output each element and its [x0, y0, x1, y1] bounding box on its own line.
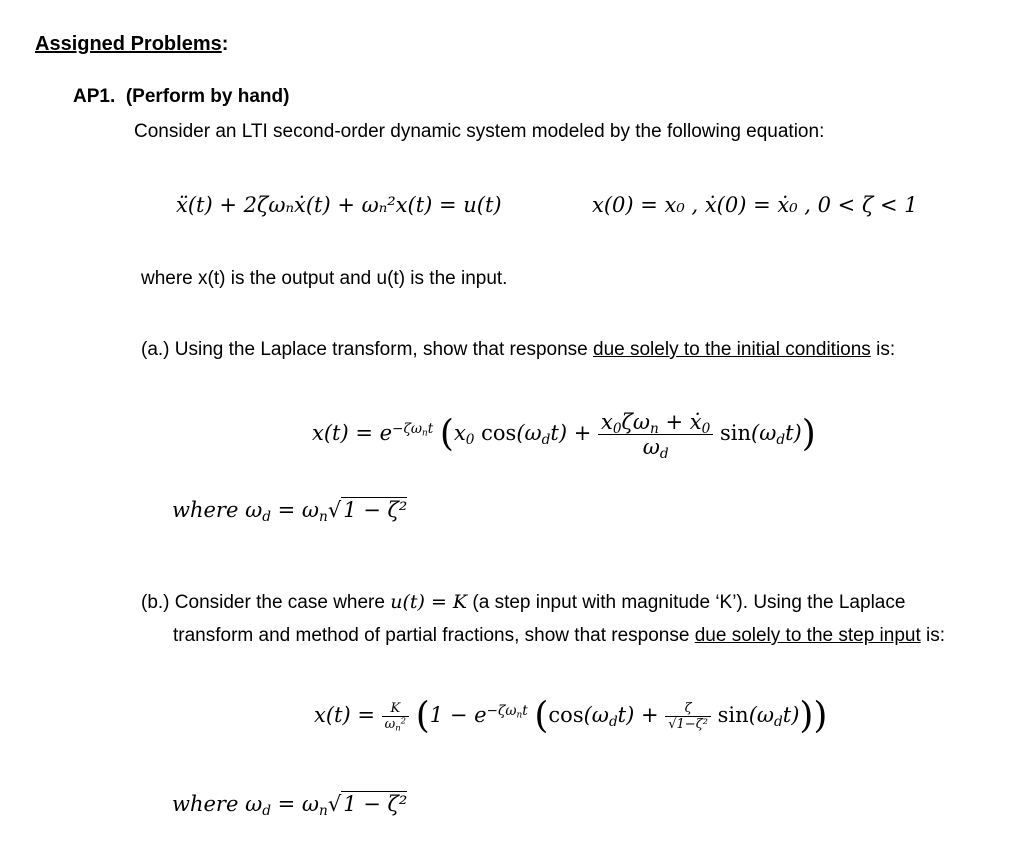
part-a-formula: $x(t) = e^{-\zeta\omega_nt}$ ($x_0$ $\cos(\omega_dt)$ + $\frac{x_0\zeta\omega_n + ẋ_0}{\omega_d}$ $\sin(\omega_dt)$): [312, 410, 816, 463]
title-colon: :: [221, 33, 229, 55]
initial-conditions: x(0) = x₀ , ẋ(0) = ẋ₀ , 0 < ζ < 1: [592, 193, 918, 217]
problem-number: AP1.: [73, 86, 116, 107]
ode-equation: ẍ(t) + 2ζωₙẋ(t) + ωₙ²x(t) = u(t): [176, 193, 502, 217]
part-a-suffix: is:: [870, 339, 896, 360]
problem-label: [73, 86, 289, 108]
part-a-prefix: (a.) Using the Laplace transform, show that response: [141, 339, 594, 360]
title-text: Assigned Problems: [35, 33, 222, 55]
problem-intro: Consider an LTI second-order dynamic system modeled by the following equation:: [134, 121, 825, 142]
part-b-line2: transform and method of partial fractions, show that response due solely to the step input is:: [173, 625, 946, 646]
part-a-where: where $\omega_d = \omega_n√1 - \zeta^2$: [172, 498, 408, 526]
part-a-underlined: due solely to the initial conditions: [593, 339, 871, 360]
part-a-fraction: $\frac{x_0\zeta\omega_n + ẋ_0}{\omega_d}$: [598, 410, 713, 459]
part-b-gain-fraction: $\frac{K}{\omega_n^2}$: [382, 701, 409, 732]
part-a-statement: [141, 339, 895, 361]
part-b-line1: (b.) Consider the case where u(t) = K (a step input with magnitude ‘K’). Using the Laplace: [141, 591, 906, 613]
part-b-zeta-fraction: $\frac{\zeta}{\text{√1−ζ²}}$: [665, 701, 711, 732]
io-description: where x(t) is the output and u(t) is the input.: [141, 268, 508, 289]
page-title: [35, 33, 228, 56]
part-b-where: where $\omega_d = \omega_n√1 - \zeta^2$: [172, 792, 408, 820]
problem-note: (Perform by hand): [125, 86, 290, 107]
part-b-formula: x(t) = $\frac{K}{\omega_n^2}$ ($1 - e^{-\zeta\omega_nt}$ ($\cos(\omega_dt)$ + $\frac{\zeta}{\text{√1−ζ²}}$ $\sin(\omega_dt)$)): [314, 695, 828, 737]
